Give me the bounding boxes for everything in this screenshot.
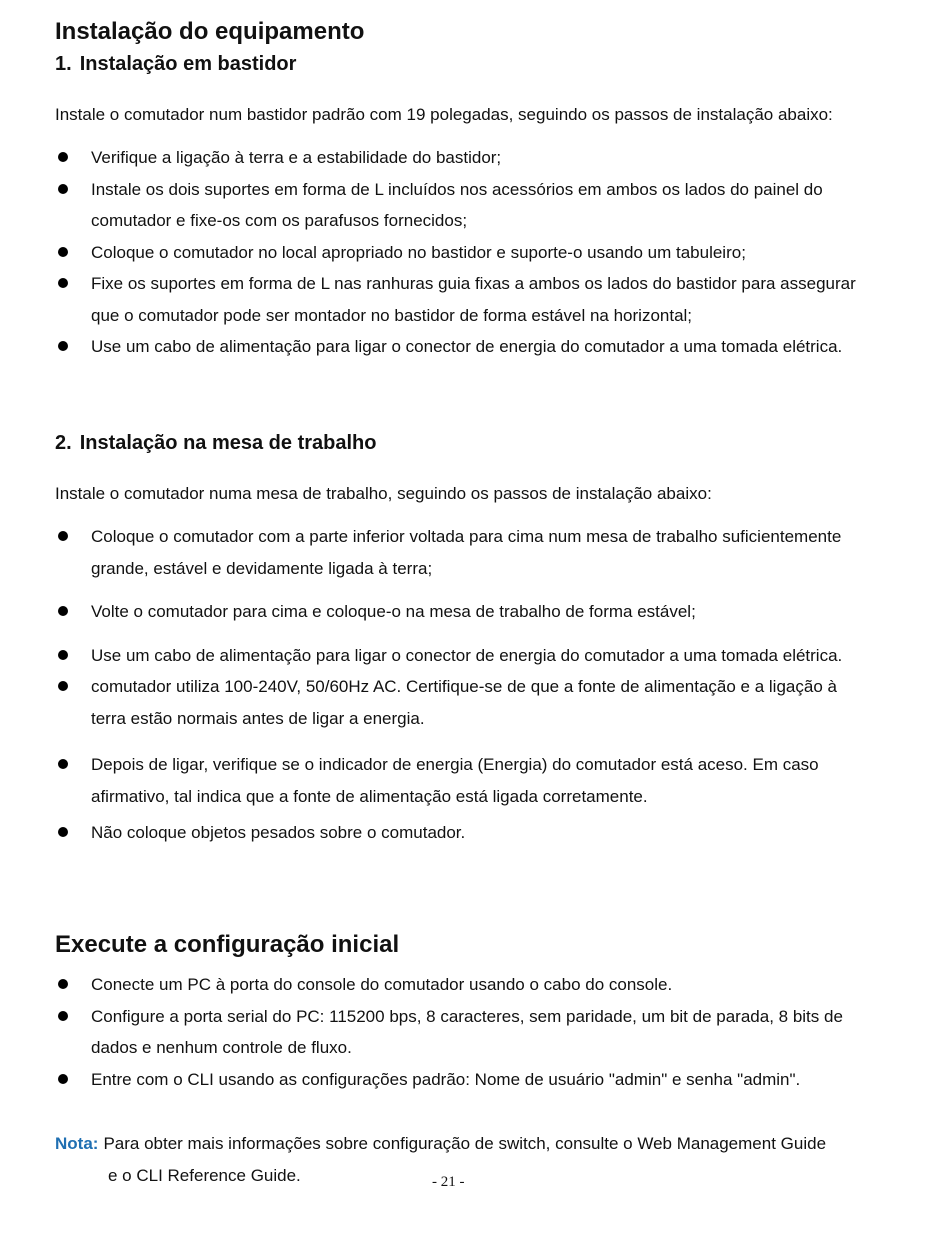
list-item: Coloque o comutador no local apropriado no bastidor e suporte-o usando um tabuleiro; [55, 237, 861, 269]
section-title-installation: Instalação do equipamento [55, 18, 365, 45]
subsection-title-desk [55, 432, 376, 455]
note-text-line2: e o CLI Reference Guide. [108, 1165, 301, 1185]
subsection-title-text: Instalação em bastidor [79, 53, 297, 75]
note-text-line1: Para obter mais informações sobre configuração de switch, consulte o Web Management Guide [103, 1134, 827, 1153]
desk-intro: Instale o comutador numa mesa de trabalho, seguindo os passos de instalação abaixo: [55, 484, 712, 503]
list-item: Conecte um PC à porta do console do comutador usando o cabo do console. [55, 969, 861, 1001]
subsection-title-text: Instalação na mesa de trabalho [79, 432, 377, 454]
note-label: Nota: [55, 1134, 99, 1153]
list-item: Configure a porta serial do PC: 115200 bps, 8 caracteres, sem paridade, um bit de parada, 8 bits de dados e nenhum controle de fluxo. [55, 1001, 861, 1064]
list-item: Volte o comutador para cima e coloque-o na mesa de trabalho de forma estável; [55, 596, 861, 628]
subsection-number: 1. [55, 53, 72, 75]
desk-steps-list [55, 521, 895, 849]
config-steps-list [55, 969, 895, 1095]
note-block [55, 1128, 895, 1191]
rack-steps-list [55, 142, 895, 363]
list-item: Instale os dois suportes em forma de L incluídos nos acessórios em ambos os lados do painel do comutador e fixe-os com os parafusos fornecidos; [55, 174, 861, 237]
subsection-number: 2. [55, 432, 72, 454]
list-item: Use um cabo de alimentação para ligar o conector de energia do comutador a uma tomada elétrica. [55, 331, 861, 363]
list-item: Não coloque objetos pesados sobre o comutador. [55, 817, 861, 849]
list-item: Coloque o comutador com a parte inferior voltada para cima num mesa de trabalho suficientemente grande, estável e devidamente ligada à terra; [55, 521, 861, 584]
rack-intro: Instale o comutador num bastidor padrão com 19 polegadas, seguindo os passos de instalação abaixo: [55, 105, 833, 124]
list-item: Verifique a ligação à terra e a estabilidade do bastidor; [55, 142, 861, 174]
list-item: Depois de ligar, verifique se o indicador de energia (Energia) do comutador está aceso. Em caso afirmativo, tal indica que a fonte de alimentação está ligada corretamente. [55, 749, 861, 812]
list-item: Use um cabo de alimentação para ligar o conector de energia do comutador a uma tomada elétrica. [55, 640, 861, 672]
list-item: Entre com o CLI usando as configurações padrão: Nome de usuário "admin" e senha "admin". [55, 1064, 861, 1096]
list-item: comutador utiliza 100-240V, 50/60Hz AC. Certifique-se de que a fonte de alimentação e a ligação à terra estão normais antes de ligar a energia. [55, 671, 861, 734]
list-item: Fixe os suportes em forma de L nas ranhuras guia fixas a ambos os lados do bastidor para assegurar que o comutador pode ser montador no bastidor de forma estável na horizontal; [55, 268, 861, 331]
section-title-initial-config: Execute a configuração inicial [55, 931, 400, 958]
page-number: - 21 - [432, 1174, 465, 1190]
subsection-title-rack [55, 53, 296, 76]
